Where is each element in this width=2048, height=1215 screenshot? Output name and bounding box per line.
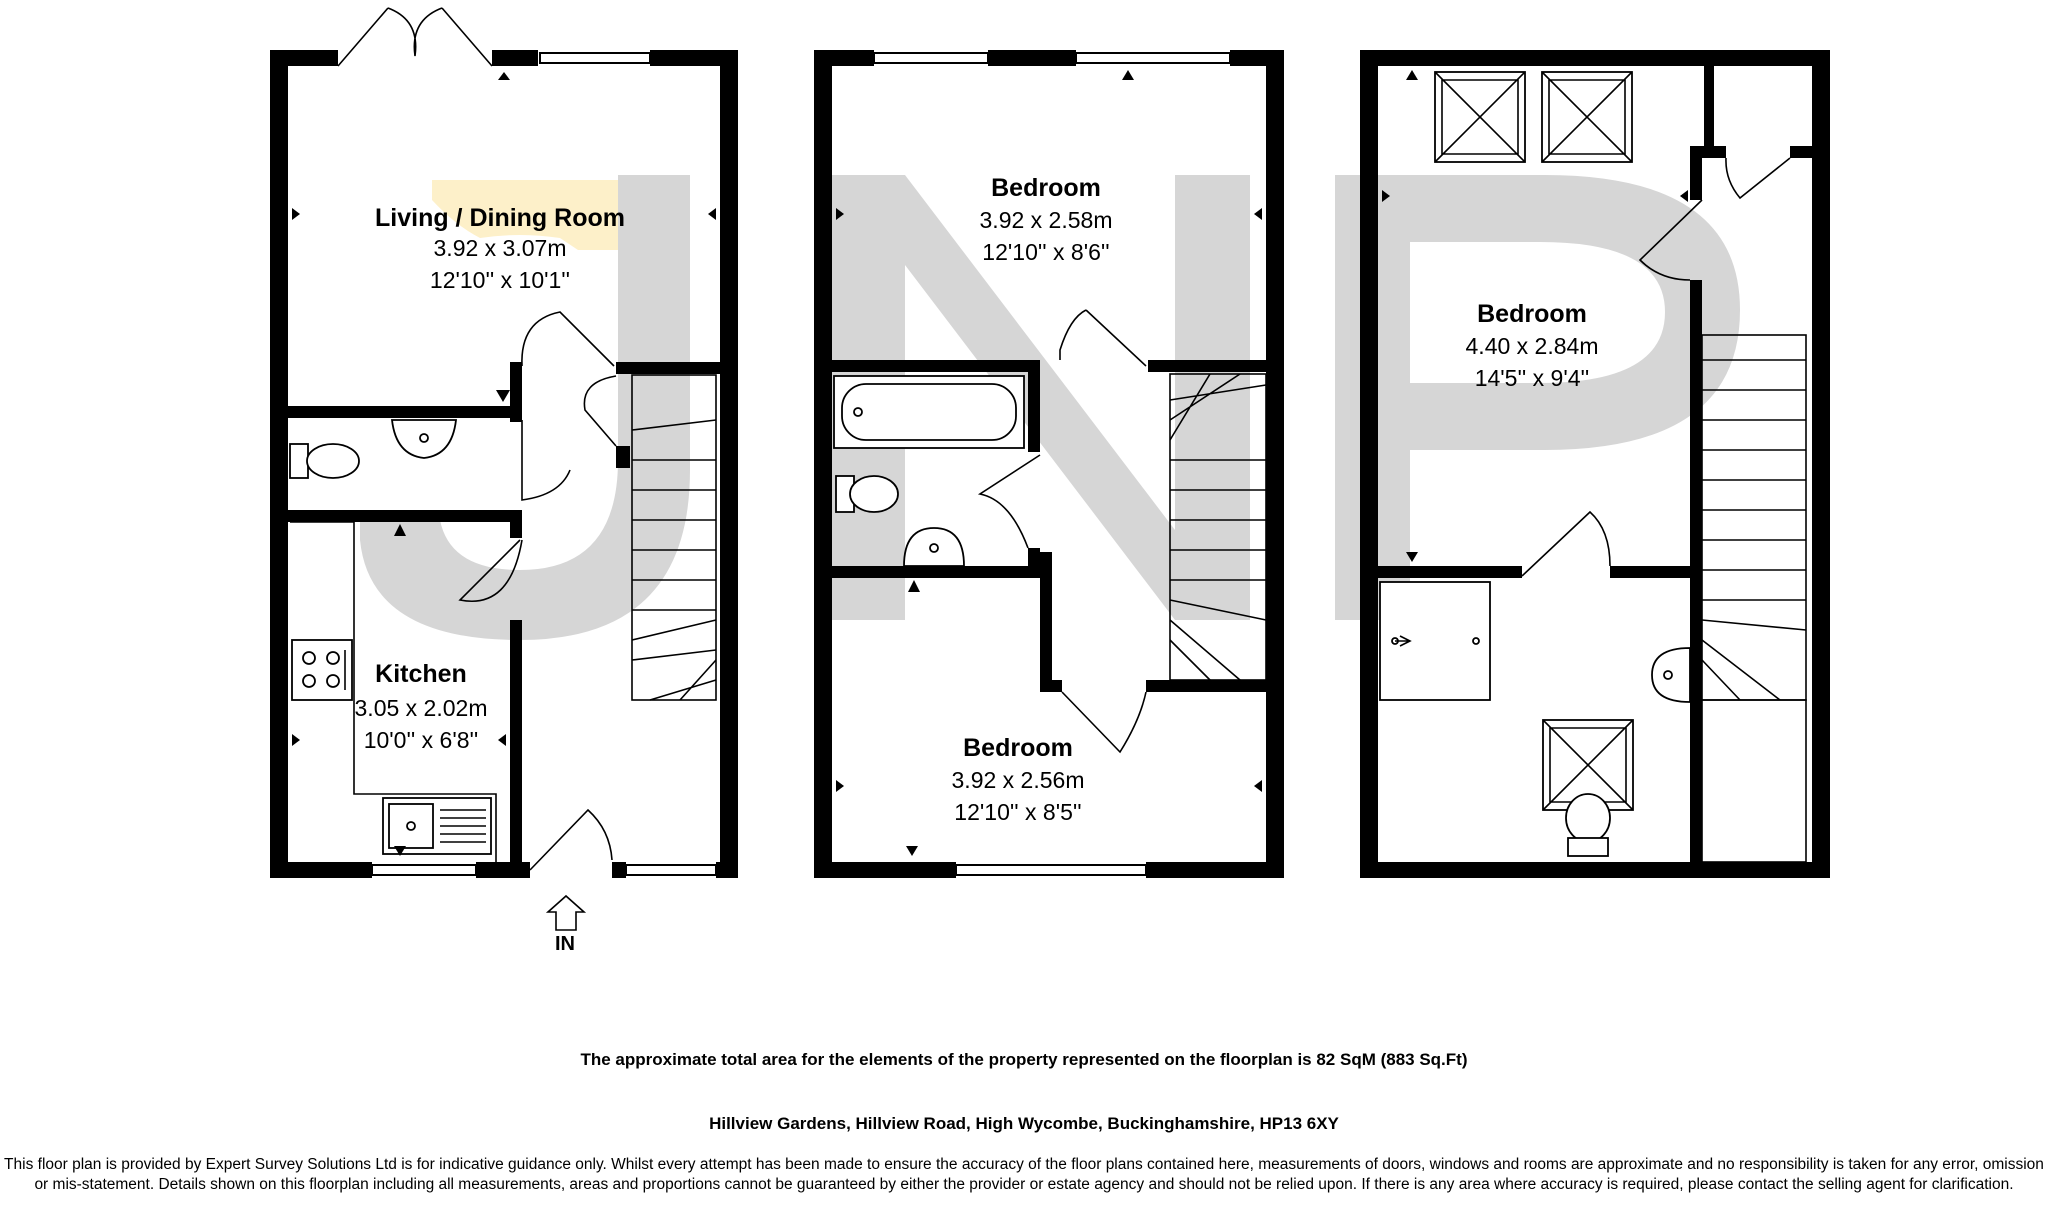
basin <box>904 528 964 566</box>
window <box>626 865 716 875</box>
shower-tray <box>1380 582 1490 700</box>
room-dim-metric-living-dining: 3.92 x 3.07m <box>433 235 567 261</box>
room-dim-metric-bedroom-loft: 4.40 x 2.84m <box>1465 333 1599 359</box>
property-address: Hillview Gardens, Hillview Road, High Wycombe, Buckinghamshire, HP13 6XY <box>709 1114 1339 1133</box>
hob <box>292 640 352 700</box>
room-dim-metric-bedroom-rear: 3.92 x 2.56m <box>951 767 1085 793</box>
entrance-arrow-icon <box>548 896 584 930</box>
roof-window <box>1542 72 1632 162</box>
second-floor <box>1360 50 1830 878</box>
total-area-note: The approximate total area for the elements of the property represented on the floorplan is 82 SqM (883 Sq.Ft) <box>580 1050 1468 1069</box>
door-swing <box>522 312 614 366</box>
toilet <box>1566 794 1610 856</box>
room-dim-metric-kitchen: 3.05 x 2.02m <box>354 695 488 721</box>
staircase <box>1702 335 1806 862</box>
room-dim-imperial-bedroom-rear: 12'10'' x 8'5'' <box>954 799 1082 825</box>
room-name-bedroom-loft: Bedroom <box>1477 300 1587 328</box>
room-dim-imperial-living-dining: 12'10'' x 10'1'' <box>429 267 571 293</box>
window <box>540 53 650 63</box>
door-swing <box>980 455 1040 548</box>
room-dim-imperial-bedroom-loft: 14'5'' x 9'4'' <box>1474 365 1590 391</box>
basin <box>392 420 456 458</box>
room-name-kitchen: Kitchen <box>375 660 467 688</box>
window <box>372 865 476 875</box>
footer <box>0 1000 2048 1215</box>
watermark-letter-p <box>1335 175 1740 620</box>
bathtub <box>834 376 1024 448</box>
window <box>956 865 1146 875</box>
room-name-bedroom-front: Bedroom <box>991 174 1101 202</box>
door-swing <box>1522 512 1610 576</box>
toilet <box>836 476 898 512</box>
door-swing <box>584 376 616 446</box>
room-name-living-dining: Living / Dining Room <box>375 204 625 232</box>
kitchen-sink <box>383 798 491 854</box>
room-dim-imperial-bedroom-front: 12'10'' x 8'6'' <box>982 239 1110 265</box>
room-name-bedroom-rear: Bedroom <box>963 734 1073 762</box>
window <box>1076 53 1230 63</box>
disclaimer: This floor plan is provided by Expert Survey Solutions Ltd is for indicative guidance only. Whilst every attempt has been made to ensure the accuracy of the floor plans contained here, measurements of doors, windows and rooms are approximate and no responsibility is taken for any error, omission or mis-statement. Details shown on this floorplan including all measurements, areas and proportions cannot be guaranteed by either the provider or estate agency and should not be relied upon. If there is any area where accuracy is required, please contact the selling agent for clarification. <box>4 1156 2044 1193</box>
door-swing <box>1062 692 1146 752</box>
room-dim-imperial-kitchen: 10'0'' x 6'8'' <box>363 727 479 753</box>
basin <box>1652 648 1690 702</box>
toilet <box>290 444 359 478</box>
door-swing <box>1726 158 1790 198</box>
entrance-door <box>530 810 612 870</box>
window <box>874 53 988 63</box>
room-dim-metric-bedroom-front: 3.92 x 2.58m <box>979 207 1113 233</box>
french-door <box>338 8 492 66</box>
roof-window <box>1435 72 1525 162</box>
entrance-label: IN <box>555 933 575 955</box>
door-swing <box>1060 310 1146 366</box>
door-swing <box>522 420 570 500</box>
